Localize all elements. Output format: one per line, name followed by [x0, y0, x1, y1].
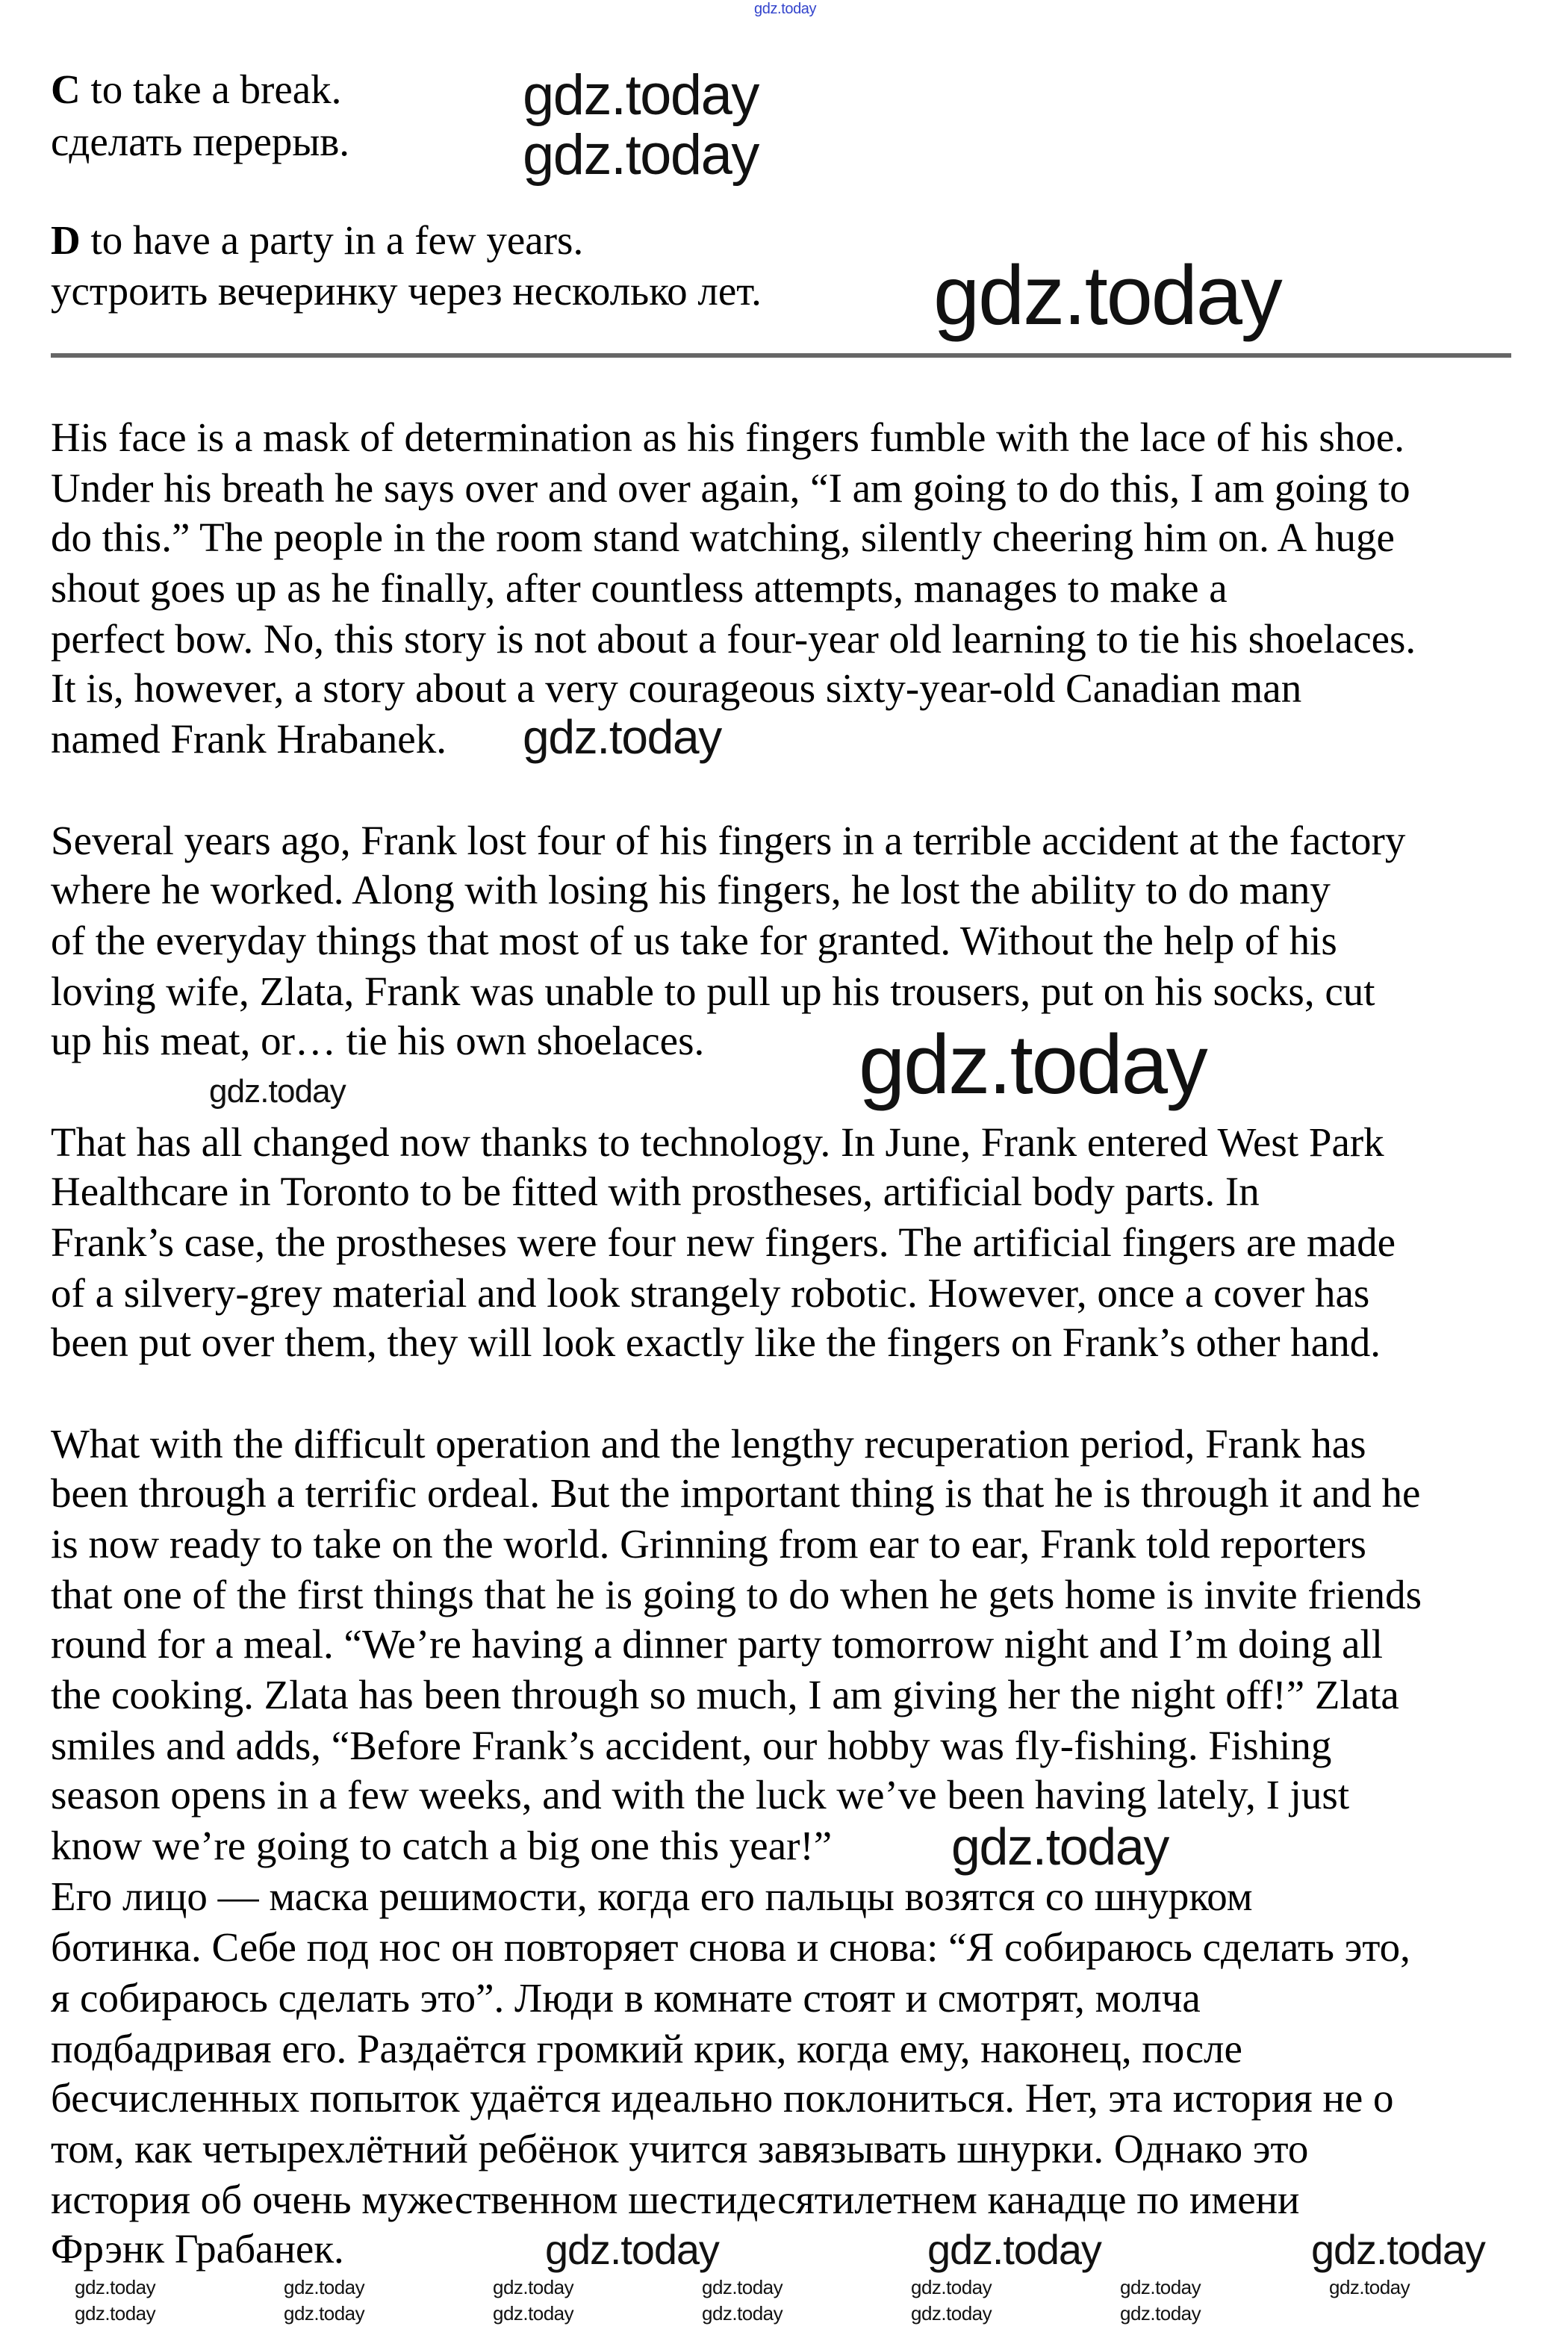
watermark: gdz.today [951, 1818, 1169, 1876]
watermark: gdz.today [75, 2302, 156, 2325]
translation-line: ботинка. Себе под нос он повторяет снова и снова: “Я собираюсь сделать это, [51, 1924, 1410, 1970]
text-line: know we’re going to catch a big one this year!” [51, 1823, 833, 1868]
text-line: shout goes up as he finally, after countless attempts, manages to make a [51, 565, 1228, 611]
watermark: gdz.today [493, 2302, 574, 2325]
watermark: gdz.today [523, 710, 722, 764]
text-line: His face is a mask of determination as his fingers fumble with the lace of his shoe. [51, 414, 1404, 460]
text-line: loving wife, Zlata, Frank was unable to pull up his trousers, put on his socks, cut [51, 968, 1375, 1014]
watermark: gdz.today [933, 249, 1281, 342]
text-line: that one of the first things that he is going to do when he gets home is invite friends [51, 1572, 1422, 1617]
watermark: gdz.today [1120, 2276, 1201, 2298]
option-d [51, 217, 583, 264]
option-letter: C [51, 66, 81, 112]
watermark: gdz.today [75, 2276, 156, 2298]
text-line: been put over them, they will look exactly like the fingers on Frank’s other hand. [51, 1319, 1381, 1365]
translation-line: том, как четырехлётний ребёнок учится завязывать шнурки. Однако это [51, 2126, 1309, 2171]
watermark: gdz.today [1120, 2302, 1201, 2325]
watermark: gdz.today [523, 123, 759, 187]
watermark: gdz.today [702, 2276, 783, 2298]
text-line: It is, however, a story about a very courageous sixty-year-old Canadian man [51, 665, 1302, 711]
text-line: named Frank Hrabanek. [51, 716, 447, 762]
text-line: where he worked. Along with losing his fingers, he lost the ability to do many [51, 867, 1331, 912]
text-line: been through a terrific ordeal. But the important thing is that he is through it and he [51, 1470, 1421, 1516]
watermark: gdz.today [927, 2226, 1101, 2273]
watermark: gdz.today [702, 2302, 783, 2325]
option-letter: D [51, 217, 81, 263]
text-line: Healthcare in Toronto to be fitted with prostheses, artificial body parts. In [51, 1169, 1260, 1214]
translation-line: Фрэнк Грабанек. [51, 2226, 344, 2272]
text-line: smiles and adds, “Before Frank’s accident, our hobby was fly-fishing. Fishing [51, 1723, 1332, 1768]
text-line: What with the difficult operation and the lengthy recuperation period, Frank has [51, 1421, 1366, 1467]
option-c [51, 66, 341, 114]
watermark: gdz.today [545, 2226, 719, 2273]
watermark: gdz.today [1311, 2226, 1485, 2273]
text-line: of a silvery-grey material and look strangely robotic. However, once a cover has [51, 1270, 1370, 1316]
translation-line: история об очень мужественном шестидесятилетнем канадце по имени [51, 2177, 1300, 2222]
watermark: gdz.today [209, 1073, 346, 1110]
text-line: Under his breath he says over and over again, “I am going to do this, I am going to [51, 465, 1410, 511]
text-line: That has all changed now thanks to technology. In June, Frank entered West Park [51, 1119, 1384, 1165]
text-line: of the everyday things that most of us take for granted. Without the help of his [51, 918, 1337, 963]
text-line: round for a meal. “We’re having a dinner party tomorrow night and I’m doing all [51, 1621, 1384, 1667]
header-watermark[interactable]: gdz.today [754, 1, 817, 17]
translation-line: я собираюсь сделать это”. Люди в комнате стоят и смотрят, молча [51, 1975, 1201, 2021]
watermark: gdz.today [284, 2302, 365, 2325]
text-line: Frank’s case, the prostheses were four new fingers. The artificial fingers are made [51, 1219, 1396, 1265]
option-text: to take a break. [80, 66, 342, 112]
text-line: perfect bow. No, this story is not about a four-year old learning to tie his shoelaces. [51, 616, 1416, 662]
text-line: season opens in a few weeks, and with the luck we’ve been having lately, I just [51, 1772, 1350, 1818]
translation-line: подбадривая его. Раздаётся громкий крик, когда ему, наконец, после [51, 2026, 1242, 2071]
option-text: to have a party in a few years. [80, 217, 584, 263]
text-line: up his meat, or… tie his own shoelaces. [51, 1018, 705, 1063]
text-line: the cooking. Zlata has been through so much, I am giving her the night off!” Zlata [51, 1672, 1399, 1717]
translation-line: бесчисленных попыток удаётся идеально поклониться. Нет, эта история не о [51, 2075, 1394, 2121]
option-c-translation: сделать перерыв. [51, 119, 350, 164]
text-line: Several years ago, Frank lost four of his fingers in a terrible accident at the factory [51, 818, 1406, 863]
watermark: gdz.today [523, 63, 759, 127]
translation-line: Его лицо — маска решимости, когда его пальцы возятся со шнурком [51, 1874, 1253, 1919]
watermark: gdz.today [859, 1018, 1207, 1111]
watermark: gdz.today [911, 2276, 992, 2298]
watermark: gdz.today [911, 2302, 992, 2325]
watermark: gdz.today [493, 2276, 574, 2298]
text-line: do this.” The people in the room stand watching, silently cheering him on. A huge [51, 514, 1395, 560]
watermark: gdz.today [284, 2276, 365, 2298]
option-d-translation: устроить вечеринку через несколько лет. [51, 268, 762, 314]
divider [51, 353, 1511, 358]
watermark: gdz.today [1329, 2276, 1410, 2298]
text-line: is now ready to take on the world. Grinning from ear to ear, Frank told reporters [51, 1521, 1366, 1567]
